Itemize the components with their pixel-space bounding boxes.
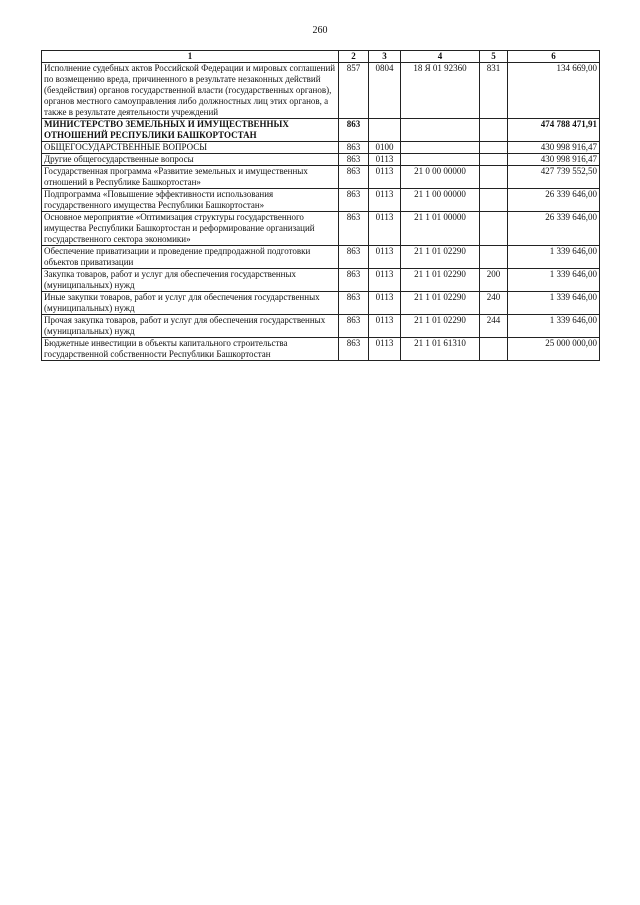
cell-chapter: 863 <box>339 338 369 361</box>
cell-expense-type <box>480 154 508 166</box>
table-row <box>42 292 600 315</box>
cell-amount: 474 788 471,91 <box>508 119 600 142</box>
cell-section: 0113 <box>369 246 401 269</box>
cell-amount: 26 339 646,00 <box>508 212 600 246</box>
cell-chapter: 863 <box>339 269 369 292</box>
cell-expense-type: 240 <box>480 292 508 315</box>
page-number: 260 <box>312 25 328 36</box>
cell-chapter: 863 <box>339 189 369 212</box>
header-col-4: 4 <box>401 51 480 63</box>
table-row <box>42 119 600 142</box>
cell-target-article <box>401 142 480 154</box>
cell-name: ОБЩЕГОСУДАРСТВЕННЫЕ ВОПРОСЫ <box>42 142 339 154</box>
cell-amount: 1 339 646,00 <box>508 269 600 292</box>
cell-chapter: 863 <box>339 119 369 142</box>
cell-expense-type <box>480 166 508 189</box>
cell-target-article: 21 1 01 02290 <box>401 269 480 292</box>
table-header-row <box>42 51 600 63</box>
cell-chapter: 863 <box>339 212 369 246</box>
table-row <box>42 315 600 338</box>
table-row <box>42 212 600 246</box>
cell-section: 0113 <box>369 166 401 189</box>
cell-section: 0113 <box>369 315 401 338</box>
cell-target-article <box>401 119 480 142</box>
table-row <box>42 338 600 361</box>
cell-section: 0113 <box>369 269 401 292</box>
cell-section: 0100 <box>369 142 401 154</box>
header-col-6: 6 <box>508 51 600 63</box>
cell-chapter: 857 <box>339 63 369 119</box>
cell-target-article: 21 1 01 61310 <box>401 338 480 361</box>
cell-section: 0804 <box>369 63 401 119</box>
cell-expense-type <box>480 338 508 361</box>
cell-target-article: 18 Я 01 92360 <box>401 63 480 119</box>
header-col-3: 3 <box>369 51 401 63</box>
cell-amount: 1 339 646,00 <box>508 292 600 315</box>
cell-chapter: 863 <box>339 315 369 338</box>
cell-target-article: 21 1 01 02290 <box>401 292 480 315</box>
cell-expense-type: 244 <box>480 315 508 338</box>
cell-amount: 134 669,00 <box>508 63 600 119</box>
cell-name: Другие общегосударственные вопросы <box>42 154 339 166</box>
cell-name: Закупка товаров, работ и услуг для обеспечения государственных (муниципальных) нужд <box>42 269 339 292</box>
cell-target-article <box>401 154 480 166</box>
cell-target-article: 21 0 00 00000 <box>401 166 480 189</box>
table-row <box>42 189 600 212</box>
cell-name: Иные закупки товаров, работ и услуг для обеспечения государственных (муниципальных) нужд <box>42 292 339 315</box>
table-row <box>42 63 600 119</box>
cell-expense-type <box>480 212 508 246</box>
cell-target-article: 21 1 01 02290 <box>401 246 480 269</box>
cell-section: 0113 <box>369 338 401 361</box>
cell-amount: 430 998 916,47 <box>508 142 600 154</box>
cell-target-article: 21 1 01 00000 <box>401 212 480 246</box>
cell-target-article: 21 1 00 00000 <box>401 189 480 212</box>
cell-expense-type <box>480 246 508 269</box>
cell-target-article: 21 1 01 02290 <box>401 315 480 338</box>
table-row <box>42 246 600 269</box>
cell-name: Исполнение судебных актов Российской Федерации и мировых соглашений по возмещению вреда, причиненного в результате незаконных действий (бездействия) органов государственной власти (государственных органов), органов местного самоуправления либо должностных лиц этих органов, а также в результате деятельности учреждений <box>42 63 339 119</box>
cell-chapter: 863 <box>339 154 369 166</box>
cell-section: 0113 <box>369 189 401 212</box>
cell-name: Прочая закупка товаров, работ и услуг для обеспечения государственных (муниципальных) нужд <box>42 315 339 338</box>
cell-amount: 427 739 552,50 <box>508 166 600 189</box>
cell-expense-type: 200 <box>480 269 508 292</box>
cell-amount: 430 998 916,47 <box>508 154 600 166</box>
cell-amount: 1 339 646,00 <box>508 246 600 269</box>
cell-expense-type <box>480 142 508 154</box>
cell-chapter: 863 <box>339 166 369 189</box>
header-col-5: 5 <box>480 51 508 63</box>
cell-section <box>369 119 401 142</box>
cell-name: МИНИСТЕРСТВО ЗЕМЕЛЬНЫХ И ИМУЩЕСТВЕННЫХ ОТНОШЕНИЙ РЕСПУБЛИКИ БАШКОРТОСТАН <box>42 119 339 142</box>
cell-expense-type <box>480 189 508 212</box>
cell-name: Бюджетные инвестиции в объекты капитального строительства государственной собственности Республики Башкортостан <box>42 338 339 361</box>
cell-chapter: 863 <box>339 142 369 154</box>
table-row <box>42 142 600 154</box>
cell-chapter: 863 <box>339 246 369 269</box>
table-body <box>42 63 600 361</box>
cell-name: Подпрограмма «Повышение эффективности использования государственного имущества Республики Башкортостан» <box>42 189 339 212</box>
cell-amount: 26 339 646,00 <box>508 189 600 212</box>
cell-chapter: 863 <box>339 292 369 315</box>
cell-amount: 1 339 646,00 <box>508 315 600 338</box>
cell-name: Обеспечение приватизации и проведение предпродажной подготовки объектов приватизации <box>42 246 339 269</box>
cell-section: 0113 <box>369 212 401 246</box>
header-col-2: 2 <box>339 51 369 63</box>
cell-name: Основное мероприятие «Оптимизация структуры государственного имущества Республики Башкортостан и реформирование организаций государственного сектора экономики» <box>42 212 339 246</box>
table-row <box>42 154 600 166</box>
cell-section: 0113 <box>369 292 401 315</box>
cell-expense-type: 831 <box>480 63 508 119</box>
cell-section: 0113 <box>369 154 401 166</box>
budget-table <box>41 50 600 361</box>
cell-expense-type <box>480 119 508 142</box>
cell-name: Государственная программа «Развитие земельных и имущественных отношений в Республике Башкортостан» <box>42 166 339 189</box>
table-row <box>42 269 600 292</box>
cell-amount: 25 000 000,00 <box>508 338 600 361</box>
table-row <box>42 166 600 189</box>
header-col-1: 1 <box>42 51 339 63</box>
